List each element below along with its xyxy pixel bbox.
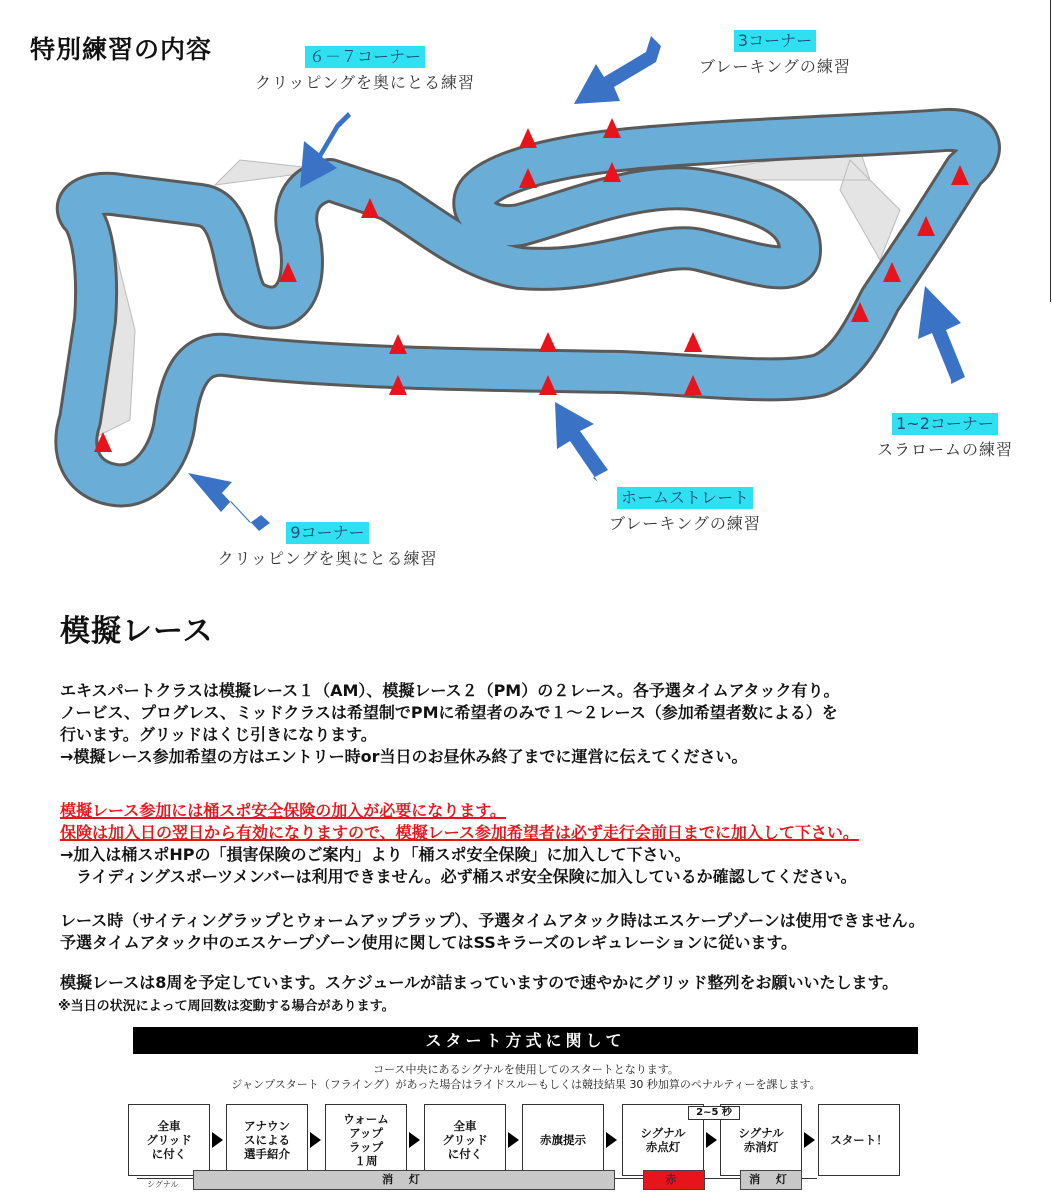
arrow-right-icon (706, 1132, 717, 1148)
section-title: 模擬レース (60, 614, 214, 649)
arrow-right-icon (212, 1132, 223, 1148)
flow-step: 全車 グリッド に付く (128, 1104, 210, 1176)
text-line: 予選タイムアタック中のエスケープゾーン使用に関してはSSキラーズのレギュレーションに従います。 (60, 933, 798, 952)
callout-corner-6-7 (230, 46, 500, 93)
start-procedure-title: スタート方式に関して (133, 1027, 918, 1054)
arrow-right-icon (409, 1132, 420, 1148)
arrow-icon-home (555, 402, 608, 482)
callout-corner-3 (670, 30, 880, 77)
flow-step: アナウン スによる 選手紹介 (226, 1104, 308, 1176)
callout-tag: 1~2コーナー (892, 413, 998, 435)
text-line: レース時（サイティングラップとウォームアップラップ）、予選タイムアタック時はエスケープゾーンは使用できません。 (60, 911, 925, 930)
text-line: ノービス、プログレス、ミッドクラスは希望制でPMに希望者のみで１～２レース（参加希望者数による）を (60, 703, 838, 722)
cone-marker (684, 332, 702, 352)
text-line: ライディングスポーツメンバーは利用できません。必ず桶スポ安全保険に加入しているか確認してください。 (60, 867, 857, 886)
callout-corner-9 (195, 522, 460, 569)
signal-red-segment: 赤 (643, 1170, 705, 1190)
text-line: 行います。グリッドはくじ引きになります。 (60, 725, 377, 744)
callout-tag: ホームストレート (617, 487, 753, 509)
flow-step: シグナル 赤点灯 (622, 1104, 704, 1176)
paragraph-escape-zone (60, 910, 925, 954)
callout-desc: クリッピングを奥にとる練習 (217, 549, 438, 568)
signal-off-segment: 消 灯 (740, 1170, 802, 1190)
laps-note: ※当日の状況によって周回数は変動する場合があります。 (58, 999, 395, 1014)
callout-desc: スラロームの練習 (876, 440, 1013, 459)
text-line: →模擬レース参加希望の方はエントリー時or当日のお昼休み終了までに運営に伝えてください。 (60, 747, 748, 766)
callout-tag: 3コーナー (734, 30, 816, 52)
warning-line: 模擬レース参加には桶スポ安全保険の加入が必要になります。 (60, 801, 506, 820)
arrow-right-icon (804, 1132, 815, 1148)
warning-line: 保険は加入日の翌日から有効になりますので、模擬レース参加希望者は必ず走行会前日までに加入して下さい。 (60, 823, 859, 842)
flow-step: 赤旗提示 (522, 1104, 604, 1176)
text-line: エキスパートクラスは模擬レース１（AM）、模擬レース２（PM）の２レース。各予選タイムアタック有り。 (60, 681, 840, 700)
arrow-right-icon (508, 1132, 519, 1148)
text-line: 模擬レースは8周を予定しています。スケジュールが詰まっていますので速やかにグリッド整列をお願いいたします。 (60, 973, 899, 992)
flow-step: シグナル 赤消灯 (720, 1104, 802, 1176)
callout-corner-1-2 (855, 413, 1035, 460)
callout-tag: ６－７コーナー (305, 46, 425, 68)
cone-marker (603, 118, 621, 138)
callout-home-straight (580, 487, 790, 534)
paragraph-race-classes (60, 680, 839, 768)
arrow-right-icon (310, 1132, 321, 1148)
cone-marker (519, 128, 537, 148)
cone-marker (539, 332, 557, 352)
text-line: →加入は桶スポHPの「損害保険のご案内」より「桶スポ安全保険」に加入して下さい。 (60, 845, 691, 864)
signal-label: シグナル (147, 1180, 179, 1189)
duration-label: 2~5 秒 (688, 1106, 740, 1120)
callout-desc: ブレーキングの練習 (699, 57, 851, 76)
flow-step: スタート！ (818, 1104, 900, 1176)
cone-marker (389, 334, 407, 354)
paragraph-laps (60, 972, 898, 994)
flow-step: 全車 グリッド に付く (424, 1104, 506, 1176)
start-description-1: コース中央にあるシグナルを使用してのスタートとなります。 (373, 1063, 679, 1076)
callout-desc: ブレーキングの練習 (609, 514, 761, 533)
flow-step: ウォーム アップ ラップ １周 (325, 1104, 407, 1176)
callout-tag: 9コーナー (286, 522, 368, 544)
arrow-icon-c3 (574, 36, 661, 104)
page-title: 特別練習の内容 (30, 35, 213, 64)
arrow-icon-c12 (918, 286, 965, 384)
signal-off-segment: 消 灯 (193, 1170, 615, 1190)
start-description-2: ジャンプスタート（フライング）があった場合はライドスルーもしくは競技結果 30 秒加算のペナルティーを課します。 (231, 1078, 821, 1091)
arrow-right-icon (606, 1132, 617, 1148)
paragraph-insurance (60, 800, 859, 888)
callout-desc: クリッピングを奥にとる練習 (254, 73, 476, 92)
